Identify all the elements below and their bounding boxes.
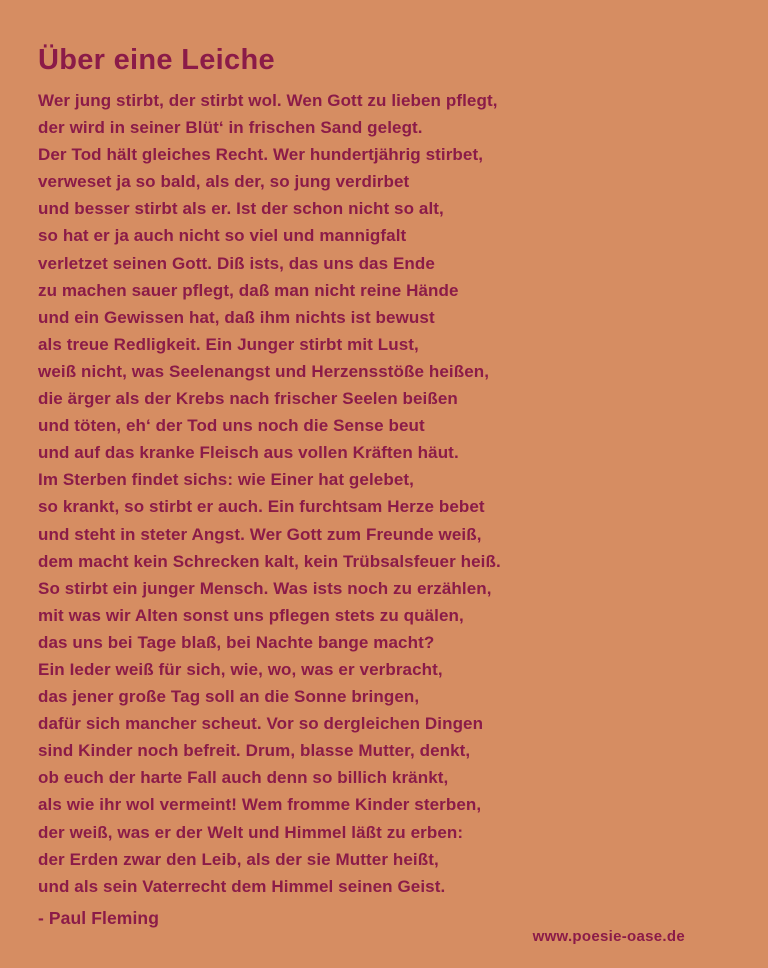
poem-line: die ärger als der Krebs nach frischer Seelen beißen xyxy=(38,389,458,409)
poem-line: weiß nicht, was Seelenangst und Herzensstöße heißen, xyxy=(38,361,490,381)
poem-line: So stirbt ein junger Mensch. Was ists noch zu erzählen, xyxy=(38,578,492,598)
poem-line: Im Sterben findet sichs: wie Einer hat gelebet, xyxy=(38,470,414,490)
poem-line: der Erden zwar den Leib, als der sie Mutter heißt, xyxy=(38,849,439,869)
poem-line: und besser stirbt als er. Ist der schon nicht so alt, xyxy=(38,199,444,219)
poem-line: verletzet seinen Gott. Diß ists, das uns das Ende xyxy=(38,253,435,273)
poem-line: und ein Gewissen hat, daß ihm nichts ist bewust xyxy=(38,307,435,327)
poem-line: so krankt, so stirbt er auch. Ein furchtsam Herze bebet xyxy=(38,497,485,517)
poem-line: zu machen sauer pflegt, daß man nicht reine Hände xyxy=(38,280,459,300)
poem-line: ob euch der harte Fall auch denn so billich kränkt, xyxy=(38,768,449,788)
poem-line: und als sein Vaterrecht dem Himmel seinen Geist. xyxy=(38,876,446,896)
poem-line: verweset ja so bald, als der, so jung verdirbet xyxy=(38,172,410,192)
poem-line: und töten, eh‘ der Tod uns noch die Sense beut xyxy=(38,416,425,436)
poem-line: der weiß, was er der Welt und Himmel läßt zu erben: xyxy=(38,822,464,842)
poem-line: mit was wir Alten sonst uns pflegen stets zu quälen, xyxy=(38,605,464,625)
poem-line: und steht in steter Angst. Wer Gott zum Freunde weiß, xyxy=(38,524,482,544)
poem-line: Wer jung stirbt, der stirbt wol. Wen Gott zu lieben pflegt, xyxy=(38,91,498,110)
poem-line: dem macht kein Schrecken kalt, kein Trübsalsfeuer heiß. xyxy=(38,551,501,571)
poem-author: - Paul Fleming xyxy=(38,908,159,928)
poem-line: das uns bei Tage blaß, bei Nachte bange macht? xyxy=(38,632,435,652)
poem-line: und auf das kranke Fleisch aus vollen Kräften häut. xyxy=(38,443,459,463)
poem-line: Der Tod hält gleiches Recht. Wer hundertjährig stirbet, xyxy=(38,145,484,165)
poem-line: so hat er ja auch nicht so viel und mannigfalt xyxy=(38,226,407,246)
poem-line: Ein Ieder weiß für sich, wie, wo, was er verbracht, xyxy=(38,659,443,679)
poem-line: der wird in seiner Blüt‘ in frischen Sand gelegt. xyxy=(38,118,423,138)
poem-body xyxy=(38,87,501,900)
poem-line: sind Kinder noch befreit. Drum, blasse Mutter, denkt, xyxy=(38,741,471,761)
website-watermark: www.poesie-oase.de xyxy=(532,928,685,945)
poem-line: als wie ihr wol vermeint! Wem fromme Kinder sterben, xyxy=(38,795,482,815)
poem-line: dafür sich mancher scheut. Vor so dergleichen Dingen xyxy=(38,714,484,734)
poem-title: Über eine Leiche xyxy=(38,44,275,76)
poem-line: das jener große Tag soll an die Sonne bringen, xyxy=(38,687,420,707)
poem-line: als treue Redligkeit. Ein Junger stirbt mit Lust, xyxy=(38,334,419,354)
